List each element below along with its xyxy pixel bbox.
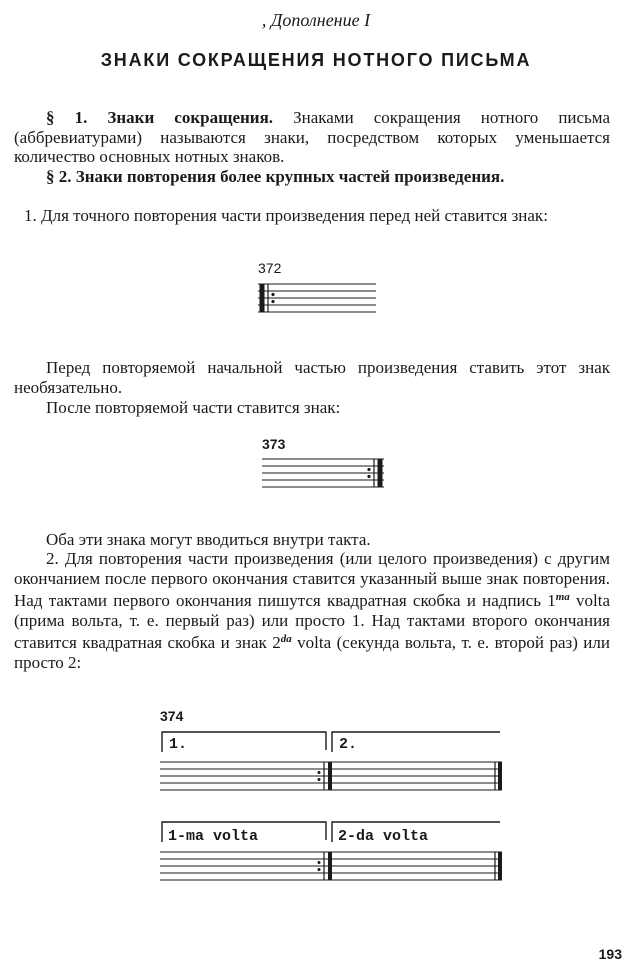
prima-volta-label: 1-ma volta bbox=[168, 828, 259, 845]
page-number: 193 bbox=[598, 946, 622, 962]
repeat-dot bbox=[367, 475, 370, 478]
repeat-dot bbox=[318, 861, 321, 864]
volta-2-label: 2. bbox=[339, 736, 358, 753]
item-2-text-part-3: volta (секунда вольта, т. е. второй раз) или просто 2: bbox=[14, 633, 610, 672]
volta-1-label: 1. bbox=[169, 736, 188, 753]
repeat-dot bbox=[318, 868, 321, 871]
example-373-number: 373 bbox=[262, 436, 286, 452]
repeat-dot bbox=[318, 771, 321, 774]
example-372-staff bbox=[258, 280, 378, 316]
section-2-heading: § 2. Знаки повторения более крупных частей произведения. bbox=[46, 167, 505, 186]
repeat-dot bbox=[271, 300, 274, 303]
section-1-paragraph bbox=[14, 108, 610, 167]
item-2-text-part-1: 2. Для повторения части произведения (или целого произведения) с другим окончанием после первого окончания ставится указанный выше знак повторения. Над тактами первого окончания пишутся квадратная скобка и надпись 1 bbox=[14, 549, 610, 610]
supplement-heading: , Дополнение I bbox=[261, 10, 371, 30]
section-1-text: Знаками сокращения нотного письма (аббревиатурами) называются знаки, посредством которых уменьшается количество основных нотных знаков. bbox=[14, 108, 610, 166]
page-title: ЗНАКИ СОКРАЩЕНИЯ НОТНОГО ПИСЬМА bbox=[100, 50, 532, 70]
item-2-paragraph bbox=[14, 549, 610, 672]
repeat-dot bbox=[318, 778, 321, 781]
item-2-text-part-2: volta (прима вольта, т. е. первый раз) или просто 1. Над тактами второго окончания ставится квадратная скобка и знак 2 bbox=[14, 591, 611, 652]
optional-sign-paragraph: Перед повторяемой начальной частью произведения ставить этот знак необязательно. bbox=[14, 358, 610, 397]
prima-superscript: ma bbox=[555, 591, 570, 603]
example-372-number: 372 bbox=[258, 260, 282, 276]
example-373-staff bbox=[262, 455, 386, 491]
repeat-dot bbox=[271, 293, 274, 296]
section-1-heading: § 1. Знаки сокращения. bbox=[46, 108, 274, 127]
seconda-superscript: da bbox=[280, 633, 292, 645]
item-1-paragraph: 1. Для точного повторения части произведения перед ней ставится знак: bbox=[24, 206, 548, 225]
repeat-dot bbox=[367, 468, 370, 471]
after-part-paragraph: После повторяемой части ставится знак: bbox=[46, 398, 341, 417]
example-374-short-volta-staff bbox=[160, 730, 506, 796]
seconda-volta-label: 2-da volta bbox=[338, 828, 429, 845]
both-signs-paragraph: Оба эти знака могут вводиться внутри такта. bbox=[46, 530, 371, 549]
example-374-number: 374 bbox=[160, 708, 184, 724]
